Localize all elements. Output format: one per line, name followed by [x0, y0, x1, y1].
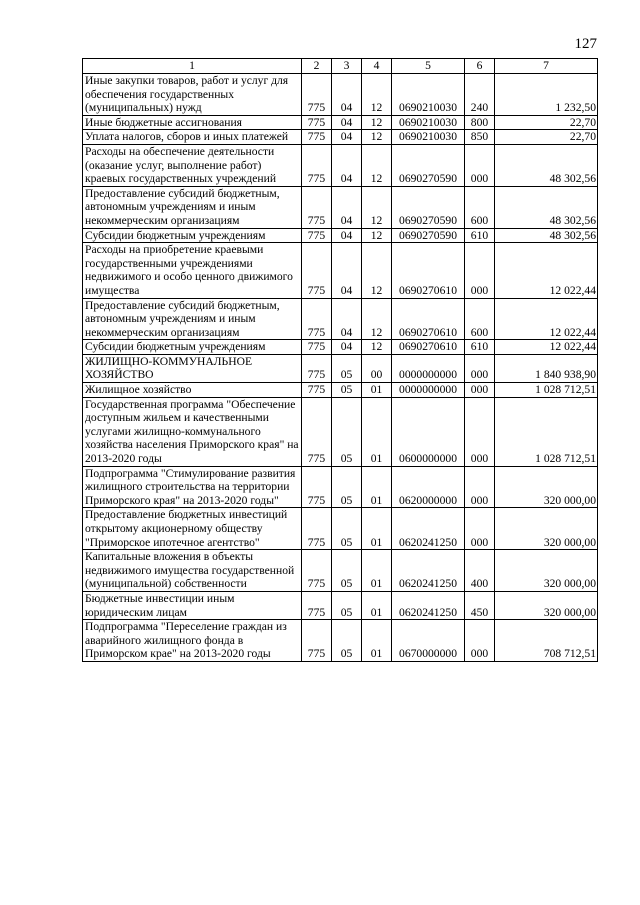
row-name-cell: Жилищное хозяйство — [83, 383, 302, 398]
row-name-cell: Субсидии бюджетным учреждениям — [83, 340, 302, 355]
row-cell-c6: 800 — [465, 115, 495, 130]
row-cell-c6: 000 — [465, 243, 495, 298]
row-cell-c6: 610 — [465, 340, 495, 355]
row-cell-c5: 0690270590 — [392, 228, 465, 243]
row-cell-c6: 000 — [465, 466, 495, 508]
row-cell-c5: 0690270610 — [392, 340, 465, 355]
header-cell: 5 — [392, 59, 465, 74]
row-cell-c4: 01 — [362, 620, 392, 662]
table-header — [83, 59, 598, 74]
row-name-cell: Предоставление субсидий бюджетным, автономным учреждениям и иным некоммерческим организациям — [83, 298, 302, 340]
row-cell-c6: 600 — [465, 298, 495, 340]
table-row — [83, 115, 598, 130]
row-cell-c6: 000 — [465, 383, 495, 398]
row-name-cell: Бюджетные инвестиции иным юридическим лицам — [83, 591, 302, 619]
table-row — [83, 508, 598, 550]
row-name-cell: Уплата налогов, сборов и иных платежей — [83, 130, 302, 145]
row-cell-c2: 775 — [302, 298, 332, 340]
row-name-cell: Субсидии бюджетным учреждениям — [83, 228, 302, 243]
row-cell-c7: 12 022,44 — [495, 298, 598, 340]
row-cell-c4: 12 — [362, 243, 392, 298]
row-cell-c6: 600 — [465, 186, 495, 228]
row-cell-c3: 05 — [332, 508, 362, 550]
row-cell-c3: 05 — [332, 354, 362, 382]
row-cell-c4: 12 — [362, 298, 392, 340]
row-cell-c4: 00 — [362, 354, 392, 382]
row-cell-c5: 0690270610 — [392, 243, 465, 298]
row-cell-c4: 01 — [362, 508, 392, 550]
table-row — [83, 620, 598, 662]
row-name-cell: Расходы на приобретение краевыми государственными учреждениями недвижимого и особо ценного движимого имущества — [83, 243, 302, 298]
row-cell-c3: 04 — [332, 228, 362, 243]
row-cell-c2: 775 — [302, 508, 332, 550]
row-cell-c2: 775 — [302, 115, 332, 130]
row-cell-c7: 48 302,56 — [495, 228, 598, 243]
table-row — [83, 354, 598, 382]
table-row — [83, 298, 598, 340]
row-cell-c2: 775 — [302, 243, 332, 298]
table-row — [83, 550, 598, 592]
table-row — [83, 383, 598, 398]
row-cell-c5: 0690270590 — [392, 144, 465, 186]
row-cell-c5: 0620241250 — [392, 508, 465, 550]
table-body — [83, 74, 598, 662]
row-cell-c2: 775 — [302, 550, 332, 592]
table-row — [83, 74, 598, 116]
row-cell-c7: 22,70 — [495, 115, 598, 130]
budget-table — [82, 58, 598, 662]
row-cell-c3: 05 — [332, 397, 362, 466]
row-cell-c4: 12 — [362, 186, 392, 228]
row-cell-c4: 12 — [362, 228, 392, 243]
row-cell-c6: 450 — [465, 591, 495, 619]
row-cell-c2: 775 — [302, 228, 332, 243]
row-cell-c3: 05 — [332, 620, 362, 662]
row-cell-c7: 1 840 938,90 — [495, 354, 598, 382]
row-cell-c2: 775 — [302, 591, 332, 619]
table-row — [83, 340, 598, 355]
row-cell-c7: 320 000,00 — [495, 508, 598, 550]
row-cell-c7: 320 000,00 — [495, 591, 598, 619]
page-number: 127 — [574, 36, 597, 52]
row-cell-c3: 04 — [332, 186, 362, 228]
row-cell-c7: 12 022,44 — [495, 340, 598, 355]
row-cell-c6: 000 — [465, 144, 495, 186]
row-name-cell: Капитальные вложения в объекты недвижимого имущества государственной (муниципальной) собственности — [83, 550, 302, 592]
row-cell-c4: 01 — [362, 591, 392, 619]
row-cell-c5: 0600000000 — [392, 397, 465, 466]
row-cell-c5: 0620000000 — [392, 466, 465, 508]
row-cell-c3: 04 — [332, 243, 362, 298]
table-row — [83, 466, 598, 508]
table-row — [83, 144, 598, 186]
row-name-cell: Предоставление субсидий бюджетным, автономным учреждениям и иным некоммерческим организациям — [83, 186, 302, 228]
row-cell-c3: 05 — [332, 550, 362, 592]
row-cell-c2: 775 — [302, 130, 332, 145]
table-row — [83, 397, 598, 466]
row-cell-c2: 775 — [302, 383, 332, 398]
row-name-cell: Иные бюджетные ассигнования — [83, 115, 302, 130]
row-cell-c3: 05 — [332, 383, 362, 398]
header-cell: 2 — [302, 59, 332, 74]
row-cell-c4: 01 — [362, 397, 392, 466]
row-cell-c5: 0690270590 — [392, 186, 465, 228]
row-cell-c5: 0690210030 — [392, 115, 465, 130]
row-cell-c2: 775 — [302, 340, 332, 355]
row-cell-c4: 01 — [362, 550, 392, 592]
header-cell: 7 — [495, 59, 598, 74]
row-cell-c6: 240 — [465, 74, 495, 116]
row-cell-c7: 1 232,50 — [495, 74, 598, 116]
row-cell-c4: 01 — [362, 383, 392, 398]
row-cell-c2: 775 — [302, 74, 332, 116]
row-cell-c3: 05 — [332, 591, 362, 619]
row-cell-c5: 0000000000 — [392, 383, 465, 398]
table-row — [83, 130, 598, 145]
row-cell-c7: 320 000,00 — [495, 550, 598, 592]
row-cell-c7: 320 000,00 — [495, 466, 598, 508]
row-name-cell: Расходы на обеспечение деятельности (оказание услуг, выполнение работ) краевых государственных учреждений — [83, 144, 302, 186]
row-cell-c2: 775 — [302, 144, 332, 186]
row-cell-c3: 04 — [332, 340, 362, 355]
row-cell-c2: 775 — [302, 620, 332, 662]
row-cell-c6: 000 — [465, 354, 495, 382]
row-cell-c6: 400 — [465, 550, 495, 592]
row-cell-c5: 0670000000 — [392, 620, 465, 662]
header-row — [83, 59, 598, 74]
row-cell-c3: 04 — [332, 144, 362, 186]
row-cell-c5: 0000000000 — [392, 354, 465, 382]
row-cell-c2: 775 — [302, 186, 332, 228]
row-cell-c2: 775 — [302, 397, 332, 466]
table-row — [83, 243, 598, 298]
row-cell-c5: 0690210030 — [392, 74, 465, 116]
row-cell-c5: 0690270610 — [392, 298, 465, 340]
row-cell-c5: 0620241250 — [392, 591, 465, 619]
row-cell-c6: 850 — [465, 130, 495, 145]
row-cell-c7: 1 028 712,51 — [495, 383, 598, 398]
header-cell: 6 — [465, 59, 495, 74]
row-name-cell: Подпрограмма "Переселение граждан из аварийного жилищного фонда в Приморском крае" на 2013-2020 годы — [83, 620, 302, 662]
row-name-cell: Предоставление бюджетных инвестиций открытому акционерному обществу "Приморское ипотечное агентство" — [83, 508, 302, 550]
row-cell-c4: 01 — [362, 466, 392, 508]
header-cell: 1 — [83, 59, 302, 74]
row-cell-c6: 610 — [465, 228, 495, 243]
row-name-cell: ЖИЛИЩНО-КОММУНАЛЬНОЕ ХОЗЯЙСТВО — [83, 354, 302, 382]
row-cell-c7: 1 028 712,51 — [495, 397, 598, 466]
row-cell-c3: 04 — [332, 298, 362, 340]
row-cell-c3: 04 — [332, 115, 362, 130]
row-cell-c3: 05 — [332, 466, 362, 508]
header-cell: 4 — [362, 59, 392, 74]
row-cell-c5: 0620241250 — [392, 550, 465, 592]
row-cell-c6: 000 — [465, 620, 495, 662]
row-name-cell: Подпрограмма "Стимулирование развития жилищного строительства на территории Приморского края" на 2013-2020 годы" — [83, 466, 302, 508]
row-name-cell: Государственная программа "Обеспечение доступным жильем и качественными услугами жилищно-коммунального хозяйства населения Приморского края" на 2013-2020 годы — [83, 397, 302, 466]
row-cell-c2: 775 — [302, 354, 332, 382]
table-row — [83, 228, 598, 243]
table-row — [83, 186, 598, 228]
row-cell-c3: 04 — [332, 130, 362, 145]
table-row — [83, 591, 598, 619]
row-cell-c6: 000 — [465, 397, 495, 466]
row-cell-c6: 000 — [465, 508, 495, 550]
row-cell-c7: 22,70 — [495, 130, 598, 145]
row-cell-c2: 775 — [302, 466, 332, 508]
row-cell-c7: 708 712,51 — [495, 620, 598, 662]
row-cell-c4: 12 — [362, 340, 392, 355]
row-cell-c4: 12 — [362, 144, 392, 186]
header-cell: 3 — [332, 59, 362, 74]
row-cell-c5: 0690210030 — [392, 130, 465, 145]
row-cell-c3: 04 — [332, 74, 362, 116]
row-cell-c4: 12 — [362, 74, 392, 116]
row-name-cell: Иные закупки товаров, работ и услуг для обеспечения государственных (муниципальных) нужд — [83, 74, 302, 116]
row-cell-c4: 12 — [362, 115, 392, 130]
row-cell-c7: 12 022,44 — [495, 243, 598, 298]
row-cell-c4: 12 — [362, 130, 392, 145]
row-cell-c7: 48 302,56 — [495, 186, 598, 228]
row-cell-c7: 48 302,56 — [495, 144, 598, 186]
